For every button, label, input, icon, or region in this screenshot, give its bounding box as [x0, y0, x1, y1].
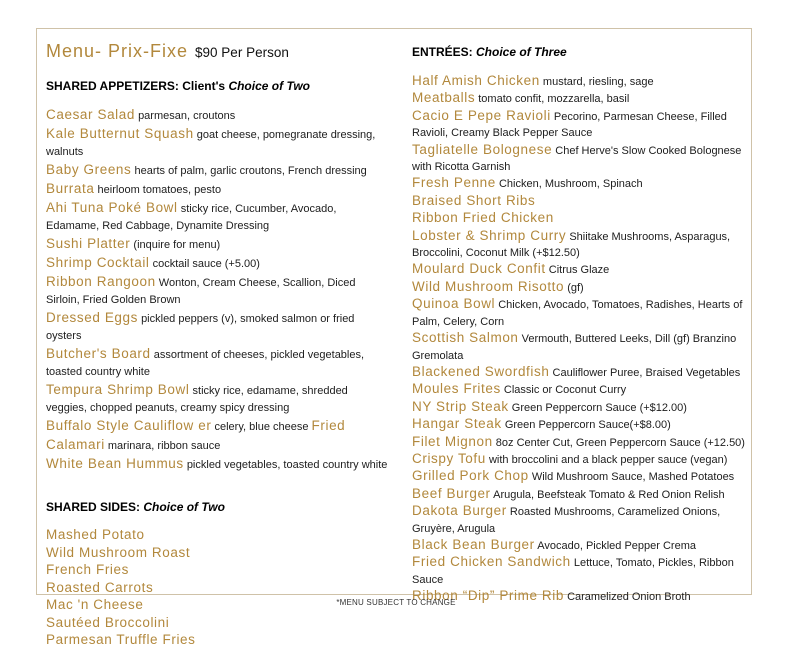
item-description: Chicken, Mushroom, Spinach [498, 178, 643, 191]
item-name: Shrimp Cocktail [46, 255, 150, 270]
menu-item [412, 330, 745, 364]
menu-item [46, 273, 389, 309]
menu-item [412, 73, 745, 90]
item-description: Green Peppercorn Sauce (+$12.00) [511, 401, 687, 414]
section-header-text: ENTRÉES: [412, 45, 477, 59]
item-name: Buffalo Style Cauliflow er [46, 418, 212, 433]
item-name: Black Bean Burger [412, 536, 535, 552]
section-header [46, 500, 389, 515]
item-name: Wild Mushroom Roast [46, 544, 191, 560]
item-description: cocktail sauce (+5.00) [152, 258, 260, 270]
item-name: Meatballs [412, 90, 476, 106]
menu-item [412, 142, 745, 176]
menu-section [46, 79, 389, 474]
item-description: 8oz Center Cut, Green Peppercorn Sauce (+12.50) [495, 436, 745, 449]
menu-item [46, 235, 389, 254]
item-description: Vermouth, Buttered Leeks, Dill (gf) Branzino Gremolata [412, 333, 737, 362]
section-header-choice-text: Choice of Three [476, 45, 567, 59]
menu-item [46, 125, 389, 161]
item-name: French Fries [46, 562, 129, 577]
menu-item [412, 364, 745, 381]
item-description: Shiitake Mushrooms, Asparagus, Broccolini, Coconut Milk (+$12.50) [412, 230, 731, 260]
section-header [46, 79, 389, 94]
menu-item [412, 261, 745, 278]
item-description: Lettuce, Tomato, Pickles, Ribbon Sauce [412, 557, 734, 586]
item-description: marinara, ribbon sauce [107, 440, 221, 452]
menu-item [46, 180, 389, 199]
item-description: hearts of palm, garlic croutons, French dressing [134, 165, 367, 177]
item-description: pickled vegetables, toasted country white [186, 459, 388, 471]
item-name: Moules Frites [412, 381, 501, 397]
item-description: Wonton, Cream Cheese, Scallion, Diced Sirloin, Fried Golden Brown [46, 277, 356, 306]
item-name: Ribbon Fried Chicken [412, 210, 554, 226]
item-description: goat cheese, pomegranate dressing, walnuts [46, 129, 376, 158]
section-header-text: SHARED APPETIZERS: Client's [46, 79, 229, 93]
item-name: Roasted Carrots [46, 579, 154, 595]
item-name: Dakota Burger [412, 503, 507, 519]
item-description: Avocado, Pickled Pepper Crema [537, 539, 696, 552]
item-name: Fried Calamari [46, 418, 346, 452]
page-title: Menu- Prix-Fixe [46, 41, 189, 61]
item-name: White Bean Hummus [46, 456, 184, 471]
menu-item [46, 615, 389, 633]
right-sections-container [412, 45, 745, 606]
menu-item [46, 580, 389, 598]
item-name: Lobster & Shrimp Curry [412, 227, 567, 243]
item-description: tomato confit, mozzarella, basil [478, 93, 630, 106]
item-name: Ribbon Rangoon [46, 274, 156, 289]
menu-item [46, 254, 389, 273]
item-name: Grilled Pork Chop [412, 468, 529, 484]
item-name: Fresh Penne [412, 175, 496, 191]
menu-item [46, 381, 389, 417]
item-description: with broccolini and a black pepper sauce (vegan) [488, 453, 728, 466]
section-items [46, 106, 389, 474]
menu-section [46, 500, 389, 650]
item-description: Chicken, Avocado, Tomatoes, Radishes, Hearts of Palm, Celery, Corn [412, 299, 743, 328]
section-items [46, 527, 389, 650]
left-sections-container [46, 79, 389, 650]
item-description: heirloom tomatoes, pesto [97, 184, 222, 196]
menu-item [412, 90, 745, 107]
item-name: Beef Burger [412, 485, 491, 501]
item-name: Baby Greens [46, 162, 132, 177]
section-header-text: SHARED SIDES: [46, 500, 144, 514]
item-name: Sautéed Broccolini [46, 614, 170, 630]
item-description: Roasted Mushrooms, Caramelized Onions, Gruyère, Arugula [412, 506, 721, 535]
item-description: (gf) [567, 281, 584, 294]
item-name: Sushi Platter [46, 236, 131, 251]
item-name: Dressed Eggs [46, 310, 138, 325]
section-header [412, 45, 745, 60]
menu-item [412, 193, 745, 210]
item-description: assortment of cheeses, pickled vegetables, toasted country white [46, 349, 365, 378]
menu-item [46, 455, 389, 474]
menu-item [412, 554, 745, 588]
item-name: NY Strip Steak [412, 398, 509, 414]
menu-title-row [46, 40, 389, 64]
item-name: Blackened Swordfish [412, 363, 550, 379]
item-name: Wild Mushroom Risotto [412, 278, 565, 294]
menu-item [412, 108, 745, 142]
item-name: Mashed Potato [46, 527, 145, 542]
item-description: Green Peppercorn Sauce(+$8.00) [504, 419, 671, 432]
item-name: Kale Butternut Squash [46, 126, 194, 141]
item-name: Caesar Salad [46, 107, 135, 122]
menu-footnote: *MENU SUBJECT TO CHANGE [336, 598, 456, 607]
menu-item [412, 175, 745, 192]
menu-item [412, 381, 745, 398]
section-items [412, 73, 745, 606]
menu-item [46, 417, 389, 455]
menu-item [46, 199, 389, 235]
item-name: Parmesan Truffle Fries [46, 632, 196, 647]
item-description: Arugula, Beefsteak Tomato & Red Onion Relish [493, 488, 725, 501]
menu-item [412, 228, 745, 262]
section-header-choice-text: Choice of Two [228, 79, 310, 93]
item-name: Tagliatelle Bolognese [412, 141, 553, 157]
menu-item [46, 562, 389, 580]
item-description: mustard, riesling, sage [542, 76, 654, 88]
item-description: Wild Mushroom Sauce, Mashed Potatoes [531, 471, 735, 484]
item-name: Mac 'n Cheese [46, 597, 144, 612]
item-name: Scottish Salmon [412, 330, 519, 346]
menu-item [412, 399, 745, 416]
menu-item [46, 161, 389, 180]
menu-item [412, 434, 745, 451]
item-name: Butcher's Board [46, 346, 151, 361]
menu-item [412, 486, 745, 503]
item-name: Burrata [46, 181, 95, 196]
menu-item [46, 545, 389, 563]
item-description: parmesan, croutons [138, 110, 236, 122]
menu-item [412, 296, 745, 330]
item-name: Tempura Shrimp Bowl [46, 382, 190, 397]
item-description: Cauliflower Puree, Braised Vegetables [552, 366, 741, 379]
item-name: Quinoa Bowl [412, 296, 496, 312]
item-description: sticky rice, Cucumber, Avocado, Edamame, Red Cabbage, Dynamite Dressing [46, 203, 337, 232]
item-name: Moulard Duck Confit [412, 261, 546, 277]
item-description: Citrus Glaze [548, 264, 610, 277]
menu-item [412, 451, 745, 468]
menu-section [412, 45, 745, 606]
menu-item [46, 309, 389, 345]
item-description: Pecorino, Parmesan Cheese, Filled Ravioli, Creamy Black Pepper Sauce [412, 110, 727, 140]
item-description: (inquire for menu) [133, 239, 221, 251]
item-name: Half Amish Chicken [412, 73, 540, 88]
menu-item [412, 416, 745, 433]
item-description: Chef Herve's Slow Cooked Bolognese with Ricotta Garnish [412, 144, 742, 174]
item-description: Classic or Coconut Curry [503, 384, 627, 397]
item-name: Ribbon “Dip” Prime Rib [412, 588, 564, 604]
menu-item [46, 345, 389, 381]
menu-item [46, 527, 389, 545]
menu-item [412, 468, 745, 485]
item-description: pickled peppers (v), smoked salmon or fried oysters [46, 313, 355, 342]
item-name: Fried Chicken Sandwich [412, 554, 571, 570]
item-description: celery, blue cheese [214, 421, 309, 433]
item-name: Filet Mignon [412, 433, 493, 449]
section-header-choice-text: Choice of Two [143, 500, 225, 514]
menu-item [412, 537, 745, 554]
item-name: Crispy Tofu [412, 450, 486, 466]
item-description: sticky rice, edamame, shredded veggies, chopped peanuts, creamy spicy dressing [46, 385, 348, 414]
menu-item [46, 632, 389, 650]
menu-item [412, 503, 745, 537]
item-name: Hangar Steak [412, 416, 502, 432]
menu-item [412, 210, 745, 227]
right-column [403, 29, 751, 604]
item-name: Cacio E Pepe Ravioli [412, 107, 551, 123]
item-name: Braised Short Ribs [412, 192, 536, 208]
price-subtitle: $90 Per Person [195, 45, 289, 60]
menu-item [46, 106, 389, 125]
item-name: Ahi Tuna Poké Bowl [46, 200, 178, 215]
item-description: Caramelized Onion Broth [567, 591, 691, 604]
menu-item [412, 279, 745, 296]
